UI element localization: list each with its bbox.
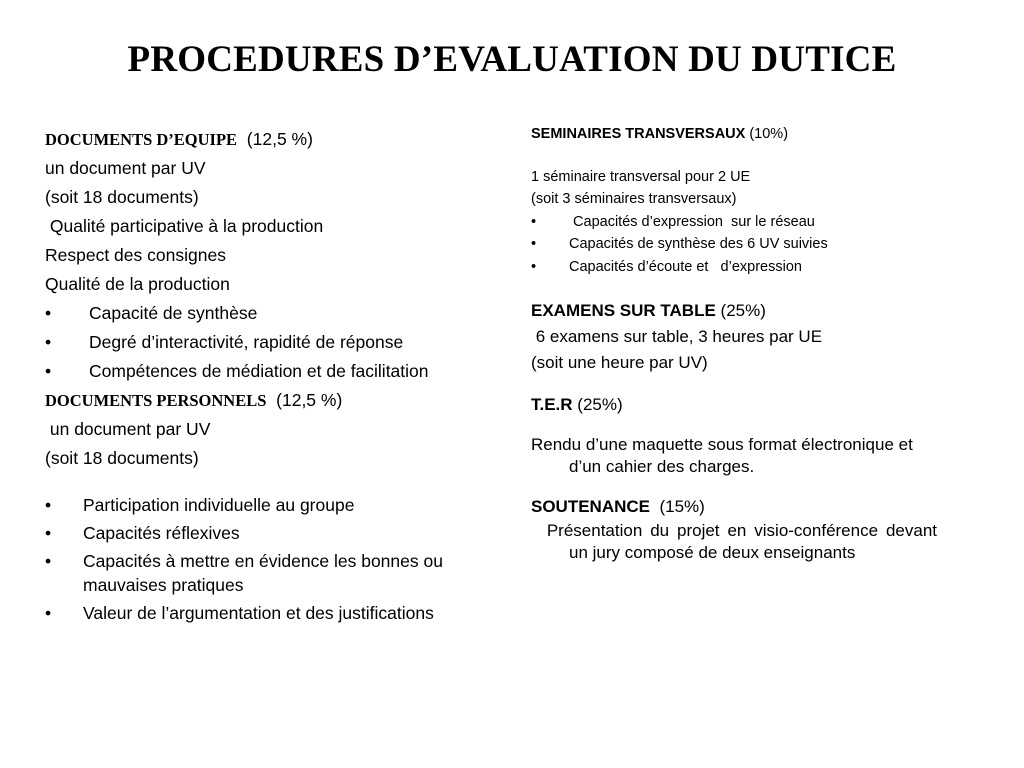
defense-weight: (15%)	[659, 497, 705, 516]
text-line: (soit 18 documents)	[45, 448, 199, 468]
seminars-heading	[531, 123, 937, 146]
right-column	[531, 123, 942, 564]
text-line: (soit 3 séminaires transversaux)	[531, 191, 737, 207]
bullet-icon: •	[531, 258, 537, 275]
list-item	[531, 211, 937, 234]
list-item-text: Participation individuelle au groupe	[83, 495, 355, 515]
list-item	[45, 493, 485, 517]
personal-documents-weight: (12,5 %)	[276, 390, 343, 410]
ter-weight: (25%)	[577, 395, 623, 414]
text-line: Qualité participative à la production	[45, 216, 324, 236]
bullet-icon: •	[45, 361, 52, 381]
list-item-text: Capacités d’écoute et d’expression	[569, 258, 802, 275]
list-item	[45, 549, 485, 597]
defense-title: SOUTENANCE	[531, 497, 651, 516]
list-item-text: Capacité de synthèse	[89, 303, 258, 323]
list-item-text: Capacités réflexives	[83, 523, 240, 543]
list-item	[45, 328, 485, 357]
exams-weight: (25%)	[720, 301, 766, 320]
seminars-title: SEMINAIRES TRANSVERSAUX	[531, 126, 746, 142]
text-line: un document par UV	[45, 419, 211, 439]
bullet-icon: •	[45, 495, 52, 515]
defense-description: Présentation du projet en visio-conférence devant un jury composé de deux enseignants	[531, 521, 942, 562]
bullet-icon: •	[45, 603, 52, 623]
defense-section	[531, 494, 942, 564]
text-line: (soit une heure par UV)	[531, 353, 708, 372]
ter-heading	[531, 392, 937, 418]
personal-documents-title: DOCUMENTS PERSONNELS	[45, 391, 267, 410]
text-line: Respect des consignes	[45, 245, 226, 265]
bullet-icon: •	[531, 213, 537, 230]
text-line: 6 examens sur table, 3 heures par UE	[531, 327, 823, 346]
text-line: Qualité de la production	[45, 274, 230, 294]
ter-description: Rendu d’une maquette sous format électronique et d’un cahier des charges.	[531, 435, 913, 476]
list-item	[531, 256, 937, 279]
ter-section	[531, 392, 937, 478]
seminars-weight: (10%)	[749, 126, 789, 142]
team-documents-weight: (12,5 %)	[246, 129, 313, 149]
bullet-icon: •	[45, 332, 52, 352]
page-title: PROCEDURES D’EVALUATION DU DUTICE	[127, 39, 897, 80]
list-item-text: Valeur de l’argumentation et des justifications	[83, 603, 434, 623]
exams-section	[531, 298, 937, 376]
exams-heading	[531, 298, 937, 324]
bullet-icon: •	[45, 303, 52, 323]
defense-heading	[531, 494, 937, 520]
list-item-text: Capacités de synthèse des 6 UV suivies	[569, 236, 828, 252]
team-documents-title: DOCUMENTS D’EQUIPE	[45, 130, 238, 149]
list-item-text: Capacités d’expression sur le réseau	[569, 213, 815, 230]
text-line: un document par UV	[45, 158, 206, 178]
left-column	[45, 125, 485, 629]
ter-title: T.E.R	[531, 395, 573, 414]
bullet-icon: •	[45, 523, 52, 543]
list-item	[531, 233, 937, 256]
seminars-section	[531, 123, 937, 278]
bullet-icon: •	[45, 551, 52, 571]
personal-documents-heading	[45, 386, 485, 415]
list-item	[45, 357, 485, 386]
list-item-text: Degré d’interactivité, rapidité de réponse	[89, 332, 404, 352]
bullet-icon: •	[531, 236, 537, 252]
exams-title: EXAMENS SUR TABLE	[531, 301, 716, 320]
list-item	[45, 601, 485, 625]
list-item-text: Capacités à mettre en évidence les bonnes ou mauvaises pratiques	[83, 551, 443, 595]
list-item	[45, 299, 485, 328]
text-line: 1 séminaire transversal pour 2 UE	[531, 168, 751, 185]
text-line: (soit 18 documents)	[45, 187, 199, 207]
team-documents-heading	[45, 125, 485, 154]
list-item	[45, 521, 485, 545]
list-item-text: Compétences de médiation et de facilitation	[89, 361, 429, 381]
